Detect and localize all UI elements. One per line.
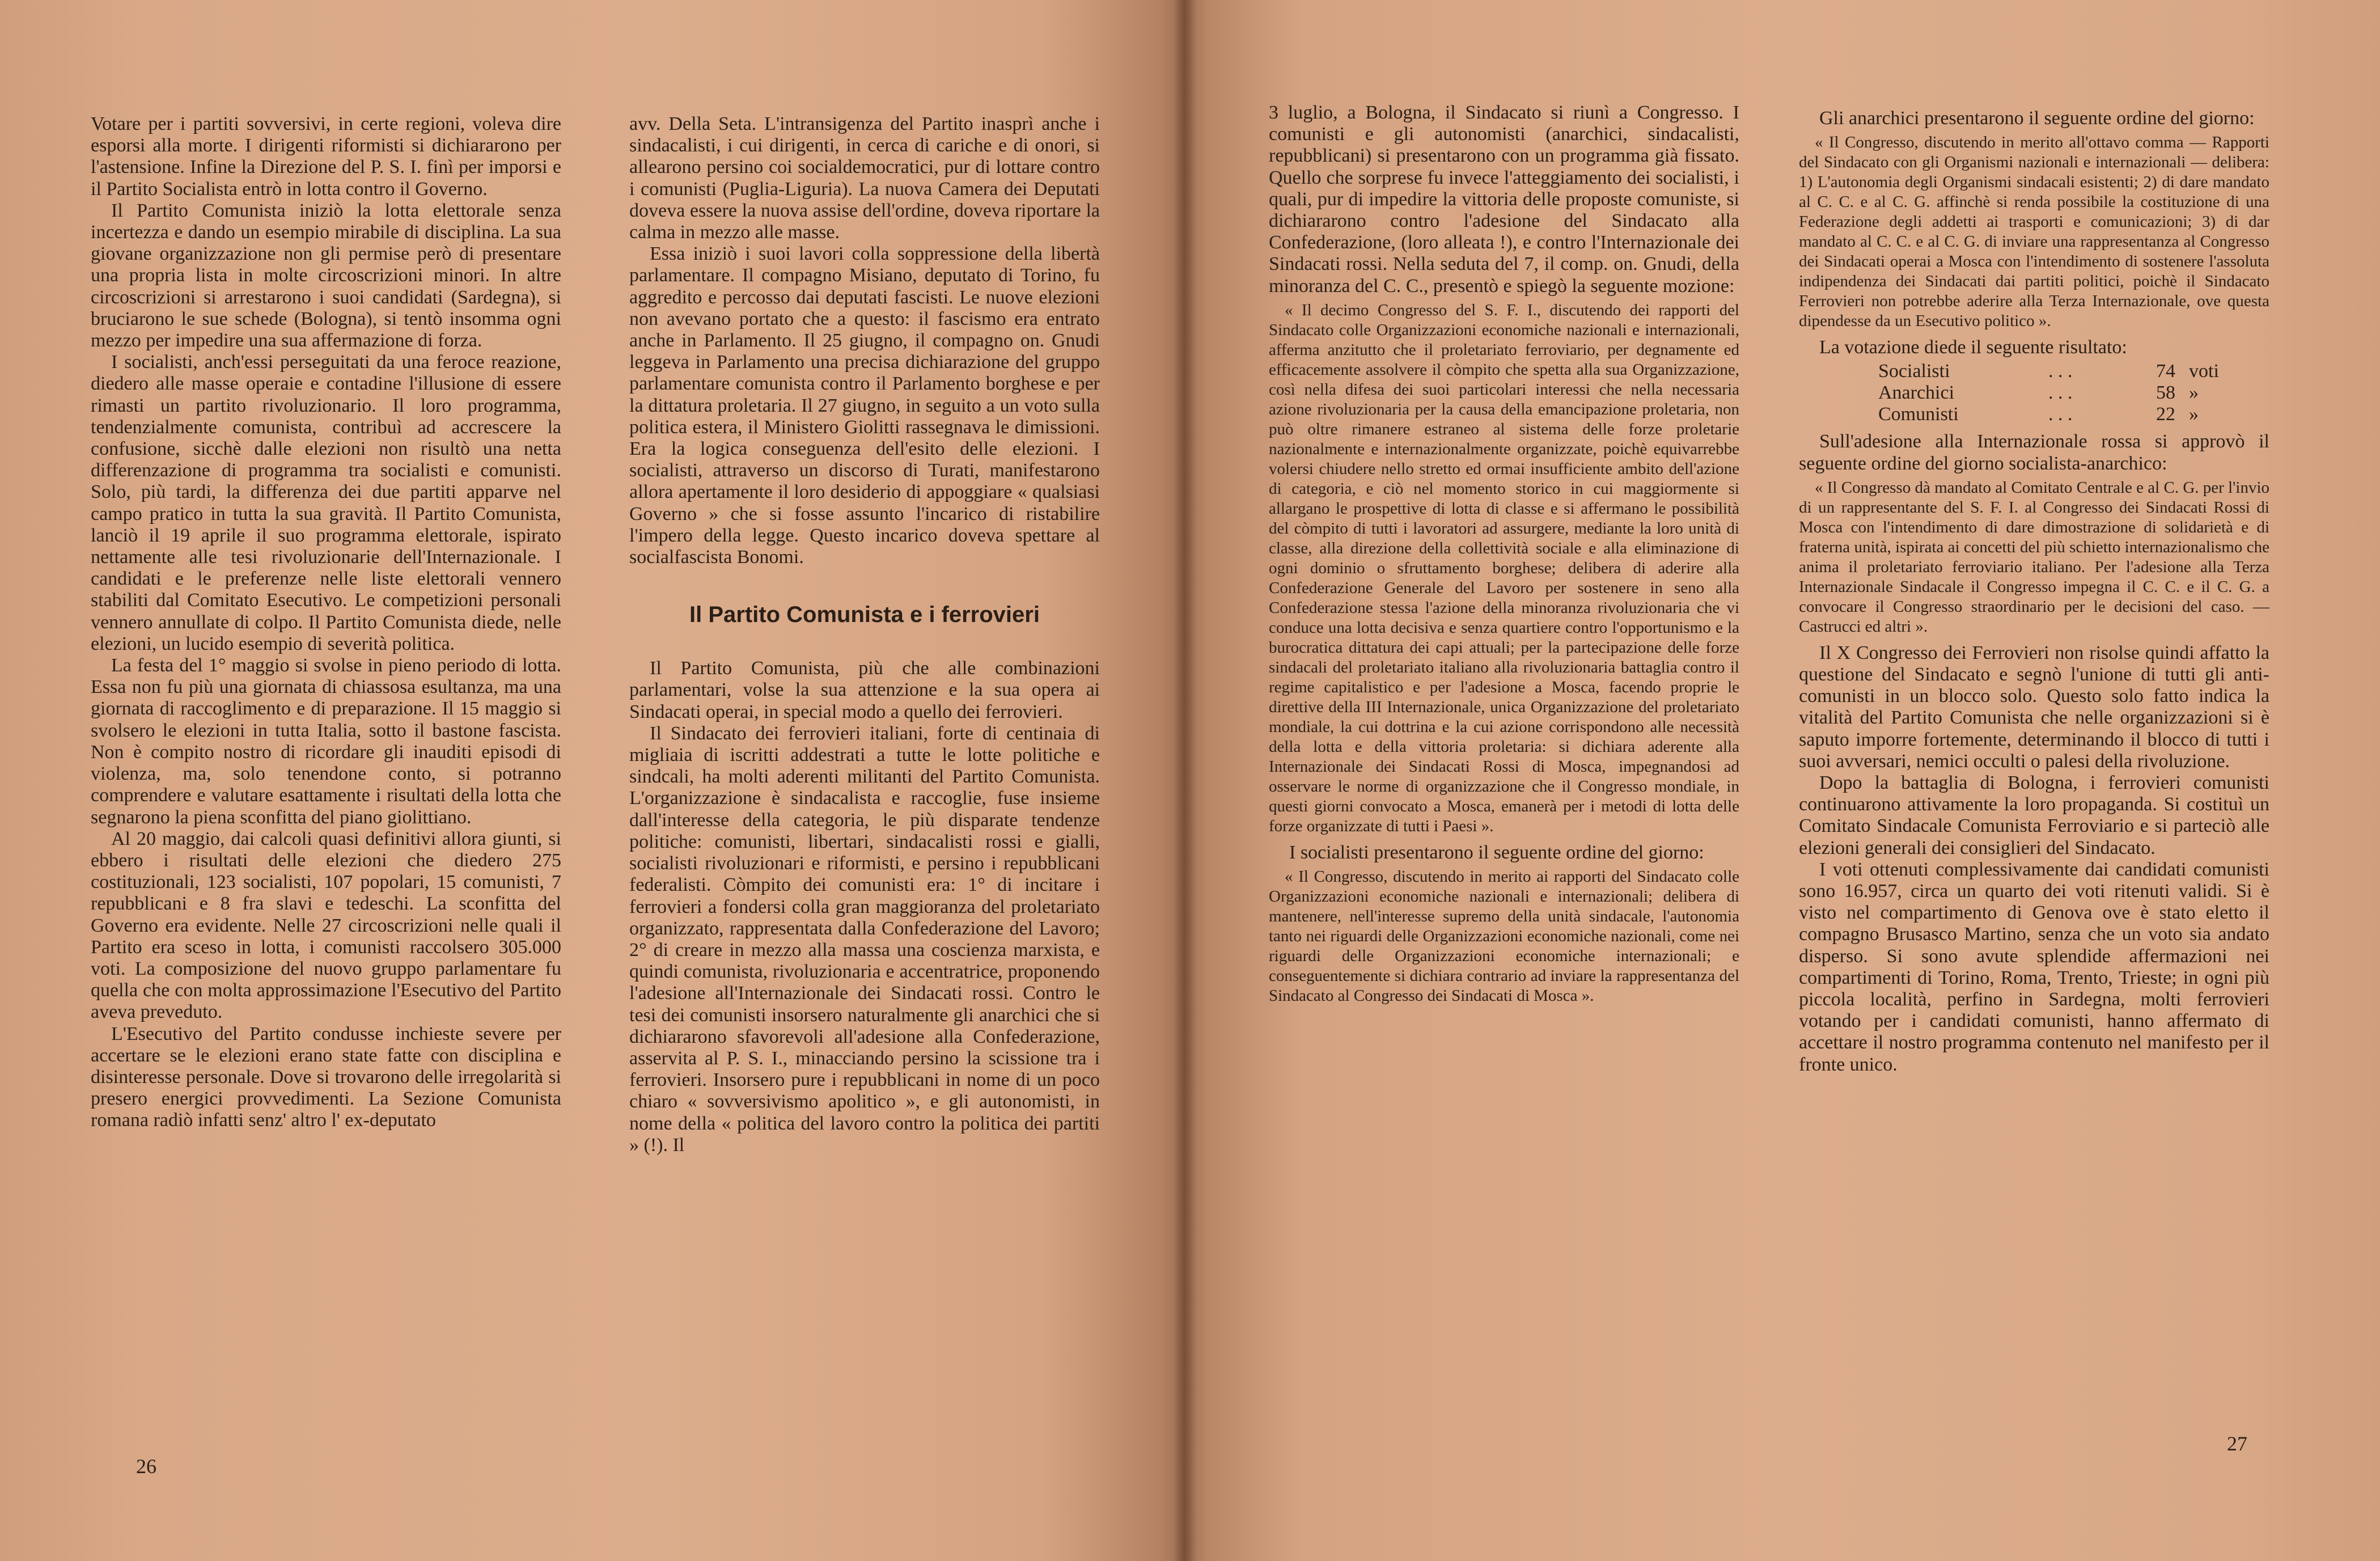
paragraph: L'Esecutivo del Partito condusse inchieste severe per accertare se le elezioni erano state fatte con disciplina e disinteresse personale. Dove si trovarono delle irregolarità si presero energici provvedimenti. La Sezione Comunista romana radiò infatti senz' altro l' ex-deputato <box>91 1023 561 1131</box>
paragraph: La festa del 1° maggio si svolse in pieno periodo di lotta. Essa non fu più una giornata di chiassosa esultanza, ma una giornata di raccoglimento e di preparazione. Il 15 maggio si svolsero le elezioni in tutta Italia, sotto il bastone fascista. Non è compito nostro di ricordare gli inauditi episodi di violenza, ma, solo tenendone conto, si potranno comprendere e valutare esattamente i risultati della lotta che segnarono la piena sconfitta del piano giolittiano. <box>91 655 561 828</box>
page-number-right: 27 <box>2227 1432 2247 1455</box>
leader-dots: . . . <box>2048 361 2073 382</box>
party-name: Comunisti <box>1878 404 1959 425</box>
left-page-column-1 <box>91 113 561 1132</box>
vote-count: 74 <box>2156 361 2176 382</box>
quoted-motion: « Il Congresso, discutendo in merito all'ottavo comma — Rapporti del Sindacato con gli Organismi nazionali e internazionali — delibera: 1) L'autonomia degli Organismi sindacali esistenti; 2) di dare mandato al C. C. e al C. G. affinchè si renda possibile la costituzione di una Federazione degli addetti ai trasporti e comunicazioni; 3) di dar mandato al C. C. e al C. G. di inviare una rappresentanza al Congresso dei Sindacati operai a Mosca con l'intendimento di sostenere l'assoluta indipendenza dei Sindacati dai partiti politici, poichè il Sindacato Ferrovieri non potrebbe aderire alla Terza Internazionale, ove questa dipendesse da un Esecutivo politico ». <box>1799 133 2269 331</box>
vote-row <box>1799 382 2269 404</box>
party-name: Socialisti <box>1878 361 1950 382</box>
party-name: Anarchici <box>1878 382 1955 404</box>
paragraph: Il X Congresso dei Ferrovieri non risolse quindi affatto la questione del Sindacato e segnò l'unione di tutti gli anti-comunisti in un blocco solo. Questo solo fatto indica la vitalità del Partito Comunista che nelle organizzazioni si è saputo imporre fortemente, determinando il blocco di tutti i suoi avversari, nemici occulti o palesi della rivoluzione. <box>1799 642 2269 772</box>
right-page <box>1184 0 2380 1561</box>
paragraph: Votare per i partiti sovversivi, in certe regioni, voleva dire esporsi alla morte. I dirigenti riformisti si dichiararono per l'astensione. Infine la Direzione del P. S. I. finì per imporsi e il Partito Socialista entrò in lotta contro il Governo. <box>91 113 561 200</box>
paragraph: Essa iniziò i suoi lavori colla soppressione della libertà parlamentare. Il compagno Misiano, deputato di Torino, fu aggredito e percosso dai deputati fascisti. Le nuove elezioni non avevano portato che a questo: il fascismo era entrato anche in Parlamento. Il 25 giugno, il compagno on. Gnudi leggeva in Parlamento una precisa dichiarazione del gruppo parlamentare comunista contro il Parlamento borghese e per la dittatura proletaria. Il 27 giugno, in seguito a un voto sulla politica estera, il Ministero Giolitti rassegnava le dimissioni. Era la logica conseguenza dell'esito delle elezioni. I socialisti, attraverso un discorso di Turati, manifestarono allora apertamente il loro desiderio di appoggiare « qualsiasi Governo » che si fosse assunto l'incarico di ristabilire l'impero della legge. Questo incarico doveva spettare al socialfascista Bonomi. <box>629 243 1100 568</box>
paragraph: Il Partito Comunista, più che alle combinazioni parlamentari, volse la sua attenzione e la sua opera ai Sindacati operai, in special modo a quello dei ferrovieri. <box>629 658 1100 722</box>
vote-results-table <box>1799 361 2269 425</box>
paragraph: Dopo la battaglia di Bologna, i ferrovieri comunisti continuarono attivamente la loro propaganda. Si costituì un Comitato Sindacale Comunista Ferroviario e si parteciò alle elezioni generali dei consiglieri del Sindacato. <box>1799 772 2269 858</box>
quoted-motion: « Il Congresso, discutendo in merito ai rapporti del Sindacato colle Organizzazioni economiche nazionali e internazionali; delibera di mantenere, nell'interesse supremo della unità sindacale, l'autonomia tanto nei riguardi delle Organizzazioni economiche nazionali, come nei riguardi delle Organizzazioni economiche internazionali; e conseguentemente si dichiara contrario ad inviare la rappresentanza del Sindacato al Congresso dei Sindacati di Mosca ». <box>1269 868 1739 1005</box>
left-page <box>0 0 1184 1561</box>
quoted-motion: « Il decimo Congresso del S. F. I., discutendo dei rapporti del Sindacato colle Organizzazioni economiche nazionali e internazionali, afferma anzitutto che il proletariato ferroviario, per degnamente ed efficacemente assolvere il còmpito che spetta alla sua Organizzazione, così nella difesa dei suoi particolari interessi che nella necessaria azione rivoluzionaria per la causa della emancipazione proletaria, non può oltre rimanere estraneo al sistema delle forze proletarie nazionalmente e internazionalmente organizzate, poichè equivarrebbe volersi chiudere nello stretto ed ormai insufficiente ambito dell'azione di categoria, e ciò nel momento storico in cui maggiormente si allargano le prospettive di lotta di classe e si affermano le possibilità del còmpito di tutti i lavoratori ad assurgere, mediante la loro unità di classe, alla direzione della collettività sociale e alla eliminazione di ogni dominio o sfruttamento borghese; delibera di aderire alla Confederazione Generale del Lavoro per sostenere in seno alla Confederazione stessa l'azione della minoranza rivoluzionaria che vi conduce una lotta decisiva e senza quartiere contro l'opportunismo e la burocratica dittatura dei capi attuali; per la partecipazione delle forze sindacali del proletariato italiano alla rivoluzionaria battaglia contro il regime capitalistico e per l'adesione a Mosca, facendo proprie le direttive della III Internazionale, unica Organizzazione del proletariato mondiale, la cui dottrina e la cui azione corrispondono alle necessità della lotta e della vittoria proletaria: si dichiara aderente alla Internazionale dei Sindacati Rossi di Mosca, impegnandosi ad osservare le norme di organizzazione che il Congresso mondiale, in questi giorni convocato a Mosca, emanerà per i metodi di lotta delle forze organizzate di tutti i Paesi ». <box>1269 301 1739 835</box>
paragraph: I socialisti, anch'essi perseguitati da una feroce reazione, diedero alle masse operaie e contadine l'illusione di essere rimasti un partito rivoluzionario. Il loro programma, tendenzialmente comunista, contribuì ad accrescere la confusione, sicchè dalle elezioni non risultò una netta differenzazione di programma tra socialisti e comunisti. Solo, più tardi, la differenza dei due partiti apparve nel campo pratico in tutta la sua gravità. Il Partito Comunista, lanciò il 19 aprile il suo programma elettorale, ispirato nettamente alle tesi rivoluzionarie dell'Internazionale. I candidati e le preferenze nelle liste elettorali vennero stabiliti dal Comitato Esecutivo. Le competizioni personali vennero annullate di colpo. Il Partito Comunista diede, nelle elezioni, un lucido esempio di severità politica. <box>91 352 561 654</box>
page-number-left: 26 <box>136 1455 156 1478</box>
vote-unit: » <box>2189 382 2199 404</box>
paragraph: Il Partito Comunista iniziò la lotta elettorale senza incertezza e dando un esempio mirabile di disciplina. La sua giovane organizzazione non gli permise però di presentare una propria lista in molte circoscrizioni minori. In altre circoscrizioni si arrestarono i suoi candidati (Sardegna), si bruciarono le sue schede (Bologna), si tentò insomma ogni mezzo per impedire una sua affermazione di forza. <box>91 200 561 352</box>
paragraph: I voti ottenuti complessivamente dai candidati comunisti sono 16.957, circa un quarto dei voti ritenuti validi. Si è visto nel compartimento di Genova ove è stato eletto il compagno Brusasco Martino, senza che un voto sia andato disperso. Si sono avute splendide affermazioni nei compartimenti di Torino, Roma, Trento, Trieste; in ogni più piccola località, perfino in Sardegna, molti ferrovieri votando per i candidati comunisti, hanno affermato di accettare il nostro programma contenuto nel manifesto per il fronte unico. <box>1799 858 2269 1075</box>
vote-count: 22 <box>2156 404 2176 425</box>
paragraph: Sull'adesione alla Internazionale rossa si approvò il seguente ordine del giorno socialista-anarchico: <box>1799 431 2269 474</box>
paragraph: Al 20 maggio, dai calcoli quasi definitivi allora giunti, si ebbero i risultati delle elezioni che diedero 275 costituzionali, 123 socialisti, 107 popolari, 15 comunisti, 7 repubblicani e 8 fra slavi e tedeschi. La sconfitta del Governo era evidente. Nelle 27 circoscrizioni nelle quali il Partito era sceso in lotta, i comunisti raccolsero 305.000 voti. La composizione del nuovo gruppo parlamentare fu quella che con molta approssimazione l'Esecutivo del Partito aveva preveduto. <box>91 828 561 1023</box>
leader-dots: . . . <box>2048 404 2073 425</box>
quoted-motion: « Il Congresso dà mandato al Comitato Centrale e al C. G. per l'invio di un rappresentante del S. F. I. al Congresso dei Sindacati Rossi di Mosca con l'intendimento di dare dimostrazione di solidarietà e di fraterna unità, ispirata ai concetti del più schietto internazionalismo che anima il proletariato ferroviario italiano. Per l'adesione alla Terza Internazionale Sindacale il Congresso impegna il C. C. e il C. G. a convocare il Congresso straordinario per le decisioni del caso. — Castrucci ed altri ». <box>1799 478 2269 636</box>
vote-row <box>1799 404 2269 425</box>
leader-dots: . . . <box>2048 382 2073 404</box>
left-page-column-2 <box>629 113 1100 1156</box>
paragraph: La votazione diede il seguente risultato: <box>1819 337 2127 358</box>
vote-row <box>1799 361 2269 382</box>
paragraph: Il Sindacato dei ferrovieri italiani, forte di centinaia di migliaia di iscritti addestrati a tutte le lotte politiche e sindcali, ha molti aderenti militanti del Partito Comunista. L'organizzazione è sindacalista e raccoglie, fuse insieme dall'interesse della categoria, le più disparate tendenze politiche: comunisti, libertari, sindacalisti rossi e gialli, socialisti rivoluzionari e riformisti, e persino i repubblicani federalisti. Còmpito dei comunisti era: 1° di incitare i ferrovieri a fondersi colla gran maggioranza del proletariato organizzato, rappresentata dalla Confederazione del Lavoro; 2° di creare in mezzo alla massa una coscienza marxista, e quindi comunista, rivoluzionaria e accentratrice, proponendo l'adesione all'Internazionale dei Sindacati rossi. Contro le tesi dei comunisti insorsero naturalmente gli anarchici che si dichiararono sfavorevoli all'adesione alla Confederazione, asservita al P. S. I., minacciando persino la scissione tra i ferrovieri. Insorsero pure i repubblicani in nome di un poco chiaro « sovversivismo apolitico », e gli autonomisti, in nome della « politica del lavoro contro la politica dei partiti » (!). Il <box>629 722 1100 1156</box>
paragraph: 3 luglio, a Bologna, il Sindacato si riunì a Congresso. I comunisti e gli autonomisti (anarchici, sindacalisti, repubblicani) si presentarono con un programma già fissato. Quello che sorprese fu invece l'atteggiamento dei socialisti, i quali, pur di impedire la vittoria delle proposte comuniste, si dichiararono contro l'adesione del Sindacato alla Confederazione, (loro alleata !), e contro l'Internazionale dei Sindacati rossi. Nella seduta del 7, il comp. on. Gnudi, della minoranza del C. C., presentò e spiegò la seguente mozione: <box>1269 102 1739 297</box>
paragraph: I socialisti presentarono il seguente ordine del giorno: <box>1289 841 1704 863</box>
vote-count: 58 <box>2156 382 2176 404</box>
paragraph: Gli anarchici presentarono il seguente ordine del giorno: <box>1819 108 2255 129</box>
vote-unit: » <box>2189 404 2199 425</box>
right-page-column-2 <box>1799 108 2269 1076</box>
vote-unit: voti <box>2189 361 2219 382</box>
right-page-column-1 <box>1269 102 1739 1012</box>
book-gutter <box>1174 0 1196 1561</box>
paragraph: avv. Della Seta. L'intransigenza del Partito inasprì anche i sindacalisti, i cui dirigenti, in cerca di cariche e di onori, si allearono persino coi socialdemocratici, pur di lottare contro i comunisti (Puglia-Liguria). La nuova Camera dei Deputati doveva essere la nuova assise dell'ordine, doveva riportare la calma in mezzo alle masse. <box>629 113 1100 243</box>
section-heading: Il Partito Comunista e i ferrovieri <box>689 602 1040 628</box>
